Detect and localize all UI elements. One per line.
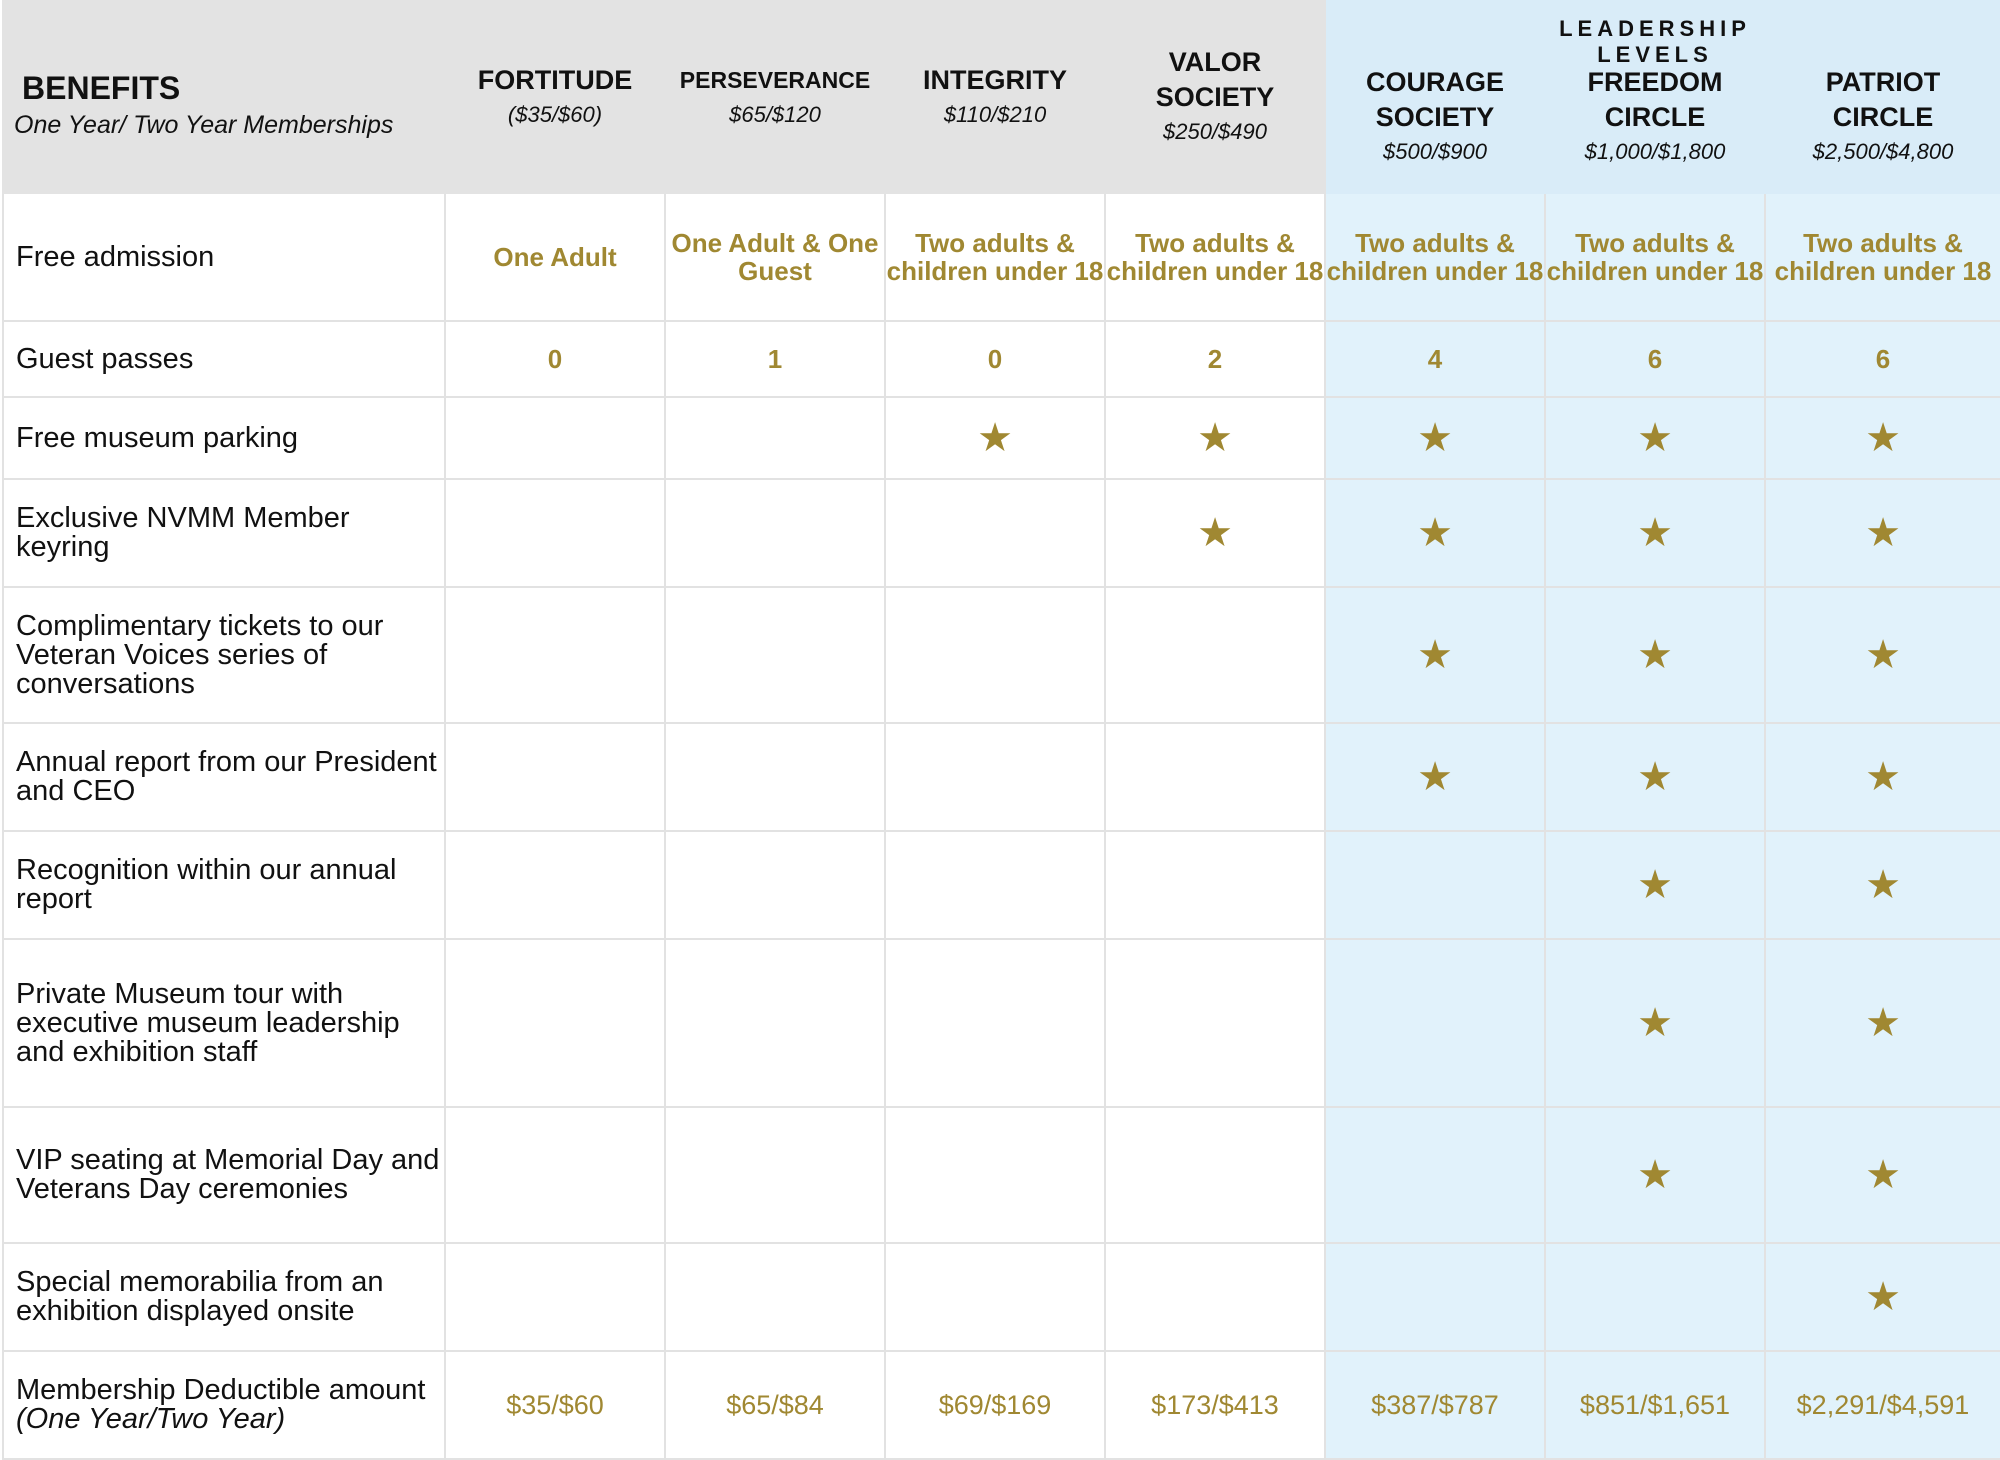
deductible-amount: $2,291/$4,591 — [1765, 1351, 2000, 1459]
tier-price: $1,000/$1,800 — [1584, 139, 1726, 164]
star-icon: ★ — [1325, 397, 1545, 479]
star-icon: ★ — [1545, 587, 1765, 723]
benefit-value: Two adults & children under 18 — [1105, 193, 1325, 321]
benefit-label: Guest passes — [3, 321, 445, 397]
table-body — [3, 193, 2000, 1459]
star-icon: ★ — [1325, 479, 1545, 587]
star-icon: ★ — [1325, 587, 1545, 723]
empty-cell — [445, 723, 665, 831]
empty-cell — [1105, 831, 1325, 939]
empty-cell — [445, 479, 665, 587]
benefit-label: Annual report from our President and CEO — [3, 723, 445, 831]
star-icon: ★ — [1765, 1243, 2000, 1351]
tier-header-fortitude — [445, 1, 665, 193]
tier-name: COURAGE SOCIETY — [1366, 67, 1505, 132]
star-icon: ★ — [1105, 479, 1325, 587]
benefits-subtitle: One Year/ Two Year Memberships — [14, 110, 394, 139]
deductible-amount: $65/$84 — [665, 1351, 885, 1459]
benefit-label: VIP seating at Memorial Day and Veterans Day ceremonies — [3, 1107, 445, 1243]
benefit-value: Two adults & children under 18 — [1765, 193, 2000, 321]
deductible-amount: $851/$1,651 — [1545, 1351, 1765, 1459]
empty-cell — [1545, 1243, 1765, 1351]
empty-cell — [885, 479, 1105, 587]
tier-header-integrity — [885, 1, 1105, 193]
benefit-value: 1 — [665, 321, 885, 397]
empty-cell — [665, 397, 885, 479]
benefit-value: Two adults & children under 18 — [885, 193, 1105, 321]
deductible-amount: $69/$169 — [885, 1351, 1105, 1459]
leadership-levels-label: LEADERSHIP LEVELS — [1559, 16, 1751, 67]
table-row — [3, 587, 2000, 723]
empty-cell — [1105, 1107, 1325, 1243]
empty-cell — [445, 831, 665, 939]
empty-cell — [665, 1107, 885, 1243]
star-icon: ★ — [1105, 397, 1325, 479]
star-icon: ★ — [1765, 397, 2000, 479]
star-icon: ★ — [1765, 587, 2000, 723]
benefit-value: 0 — [885, 321, 1105, 397]
benefit-label: Recognition within our annual report — [3, 831, 445, 939]
benefit-value: 4 — [1325, 321, 1545, 397]
tier-price: ($35/$60) — [507, 101, 603, 127]
tier-price: $250/$490 — [1163, 119, 1267, 144]
membership-benefits-table — [2, 0, 2000, 1460]
deductible-row — [3, 1351, 2000, 1459]
empty-cell — [445, 397, 665, 479]
table-header-row — [3, 1, 2000, 193]
tier-price: $65/$120 — [729, 101, 821, 127]
empty-cell — [665, 723, 885, 831]
empty-cell — [665, 1243, 885, 1351]
empty-cell — [1105, 939, 1325, 1107]
deductible-label-period: (One Year/Two Year) — [16, 1403, 286, 1435]
tier-header-valor-society — [1105, 1, 1325, 193]
benefit-label: Private Museum tour with executive museum leadership and exhibition staff — [3, 939, 445, 1107]
table-row — [3, 397, 2000, 479]
empty-cell — [885, 587, 1105, 723]
star-icon: ★ — [1545, 831, 1765, 939]
empty-cell — [445, 1107, 665, 1243]
benefit-label: Exclusive NVMM Member keyring — [3, 479, 445, 587]
star-icon: ★ — [1325, 723, 1545, 831]
empty-cell — [1325, 831, 1545, 939]
empty-cell — [885, 1107, 1105, 1243]
empty-cell — [1325, 1243, 1545, 1351]
tier-header-courage-society — [1325, 1, 1545, 193]
table-row — [3, 479, 2000, 587]
star-icon: ★ — [1545, 723, 1765, 831]
empty-cell — [885, 831, 1105, 939]
table-row — [3, 723, 2000, 831]
empty-cell — [665, 479, 885, 587]
star-icon: ★ — [1765, 723, 2000, 831]
benefit-label: Special memorabilia from an exhibition displayed onsite — [3, 1243, 445, 1351]
star-icon: ★ — [1765, 831, 2000, 939]
tier-header-perseverance — [665, 1, 885, 193]
empty-cell — [885, 723, 1105, 831]
empty-cell — [1325, 1107, 1545, 1243]
deductible-label-main: Membership Deductible amount — [16, 1374, 426, 1406]
star-icon: ★ — [1545, 397, 1765, 479]
empty-cell — [1105, 587, 1325, 723]
benefit-value: Two adults & children under 18 — [1545, 193, 1765, 321]
tier-name: FORTITUDE — [477, 64, 633, 95]
benefit-value: 6 — [1545, 321, 1765, 397]
benefits-header — [3, 1, 445, 193]
tier-name: PATRIOT CIRCLE — [1825, 67, 1941, 132]
star-icon: ★ — [1765, 479, 2000, 587]
empty-cell — [445, 1243, 665, 1351]
empty-cell — [1105, 723, 1325, 831]
benefit-label: Free museum parking — [3, 397, 445, 479]
star-icon: ★ — [1545, 939, 1765, 1107]
deductible-amount: $387/$787 — [1325, 1351, 1545, 1459]
empty-cell — [1105, 1243, 1325, 1351]
benefit-label: Free admission — [3, 193, 445, 321]
benefit-value: 0 — [445, 321, 665, 397]
table-row — [3, 831, 2000, 939]
star-icon: ★ — [1765, 939, 2000, 1107]
table-row — [3, 1107, 2000, 1243]
empty-cell — [885, 1243, 1105, 1351]
tier-name: FREEDOM CIRCLE — [1587, 67, 1723, 132]
table-row — [3, 193, 2000, 321]
benefit-label: Complimentary tickets to our Veteran Voices series of conversations — [3, 587, 445, 723]
tier-name: PERSEVERANCE — [679, 66, 871, 93]
tier-header-freedom-circle — [1545, 1, 1765, 193]
star-icon: ★ — [885, 397, 1105, 479]
tier-name: VALOR SOCIETY — [1155, 47, 1275, 112]
benefit-value: One Adult & One Guest — [665, 193, 885, 321]
tier-price: $500/$900 — [1383, 139, 1487, 164]
benefit-value: Two adults & children under 18 — [1325, 193, 1545, 321]
empty-cell — [445, 587, 665, 723]
table-row — [3, 1243, 2000, 1351]
benefit-value: 6 — [1765, 321, 2000, 397]
empty-cell — [885, 939, 1105, 1107]
tier-price: $110/$210 — [943, 101, 1047, 127]
tier-price: $2,500/$4,800 — [1812, 139, 1954, 164]
empty-cell — [665, 939, 885, 1107]
table-row — [3, 939, 2000, 1107]
empty-cell — [665, 587, 885, 723]
star-icon: ★ — [1765, 1107, 2000, 1243]
empty-cell — [665, 831, 885, 939]
deductible-amount: $35/$60 — [445, 1351, 665, 1459]
tier-name: INTEGRITY — [922, 64, 1067, 95]
empty-cell — [445, 939, 665, 1107]
star-icon: ★ — [1545, 479, 1765, 587]
star-icon: ★ — [1545, 1107, 1765, 1243]
table-row — [3, 321, 2000, 397]
benefit-value: One Adult — [445, 193, 665, 321]
tier-header-patriot-circle — [1765, 1, 2000, 193]
benefits-title: BENEFITS — [22, 69, 181, 106]
deductible-label — [3, 1351, 445, 1459]
empty-cell — [1325, 939, 1545, 1107]
benefit-value: 2 — [1105, 321, 1325, 397]
deductible-amount: $173/$413 — [1105, 1351, 1325, 1459]
